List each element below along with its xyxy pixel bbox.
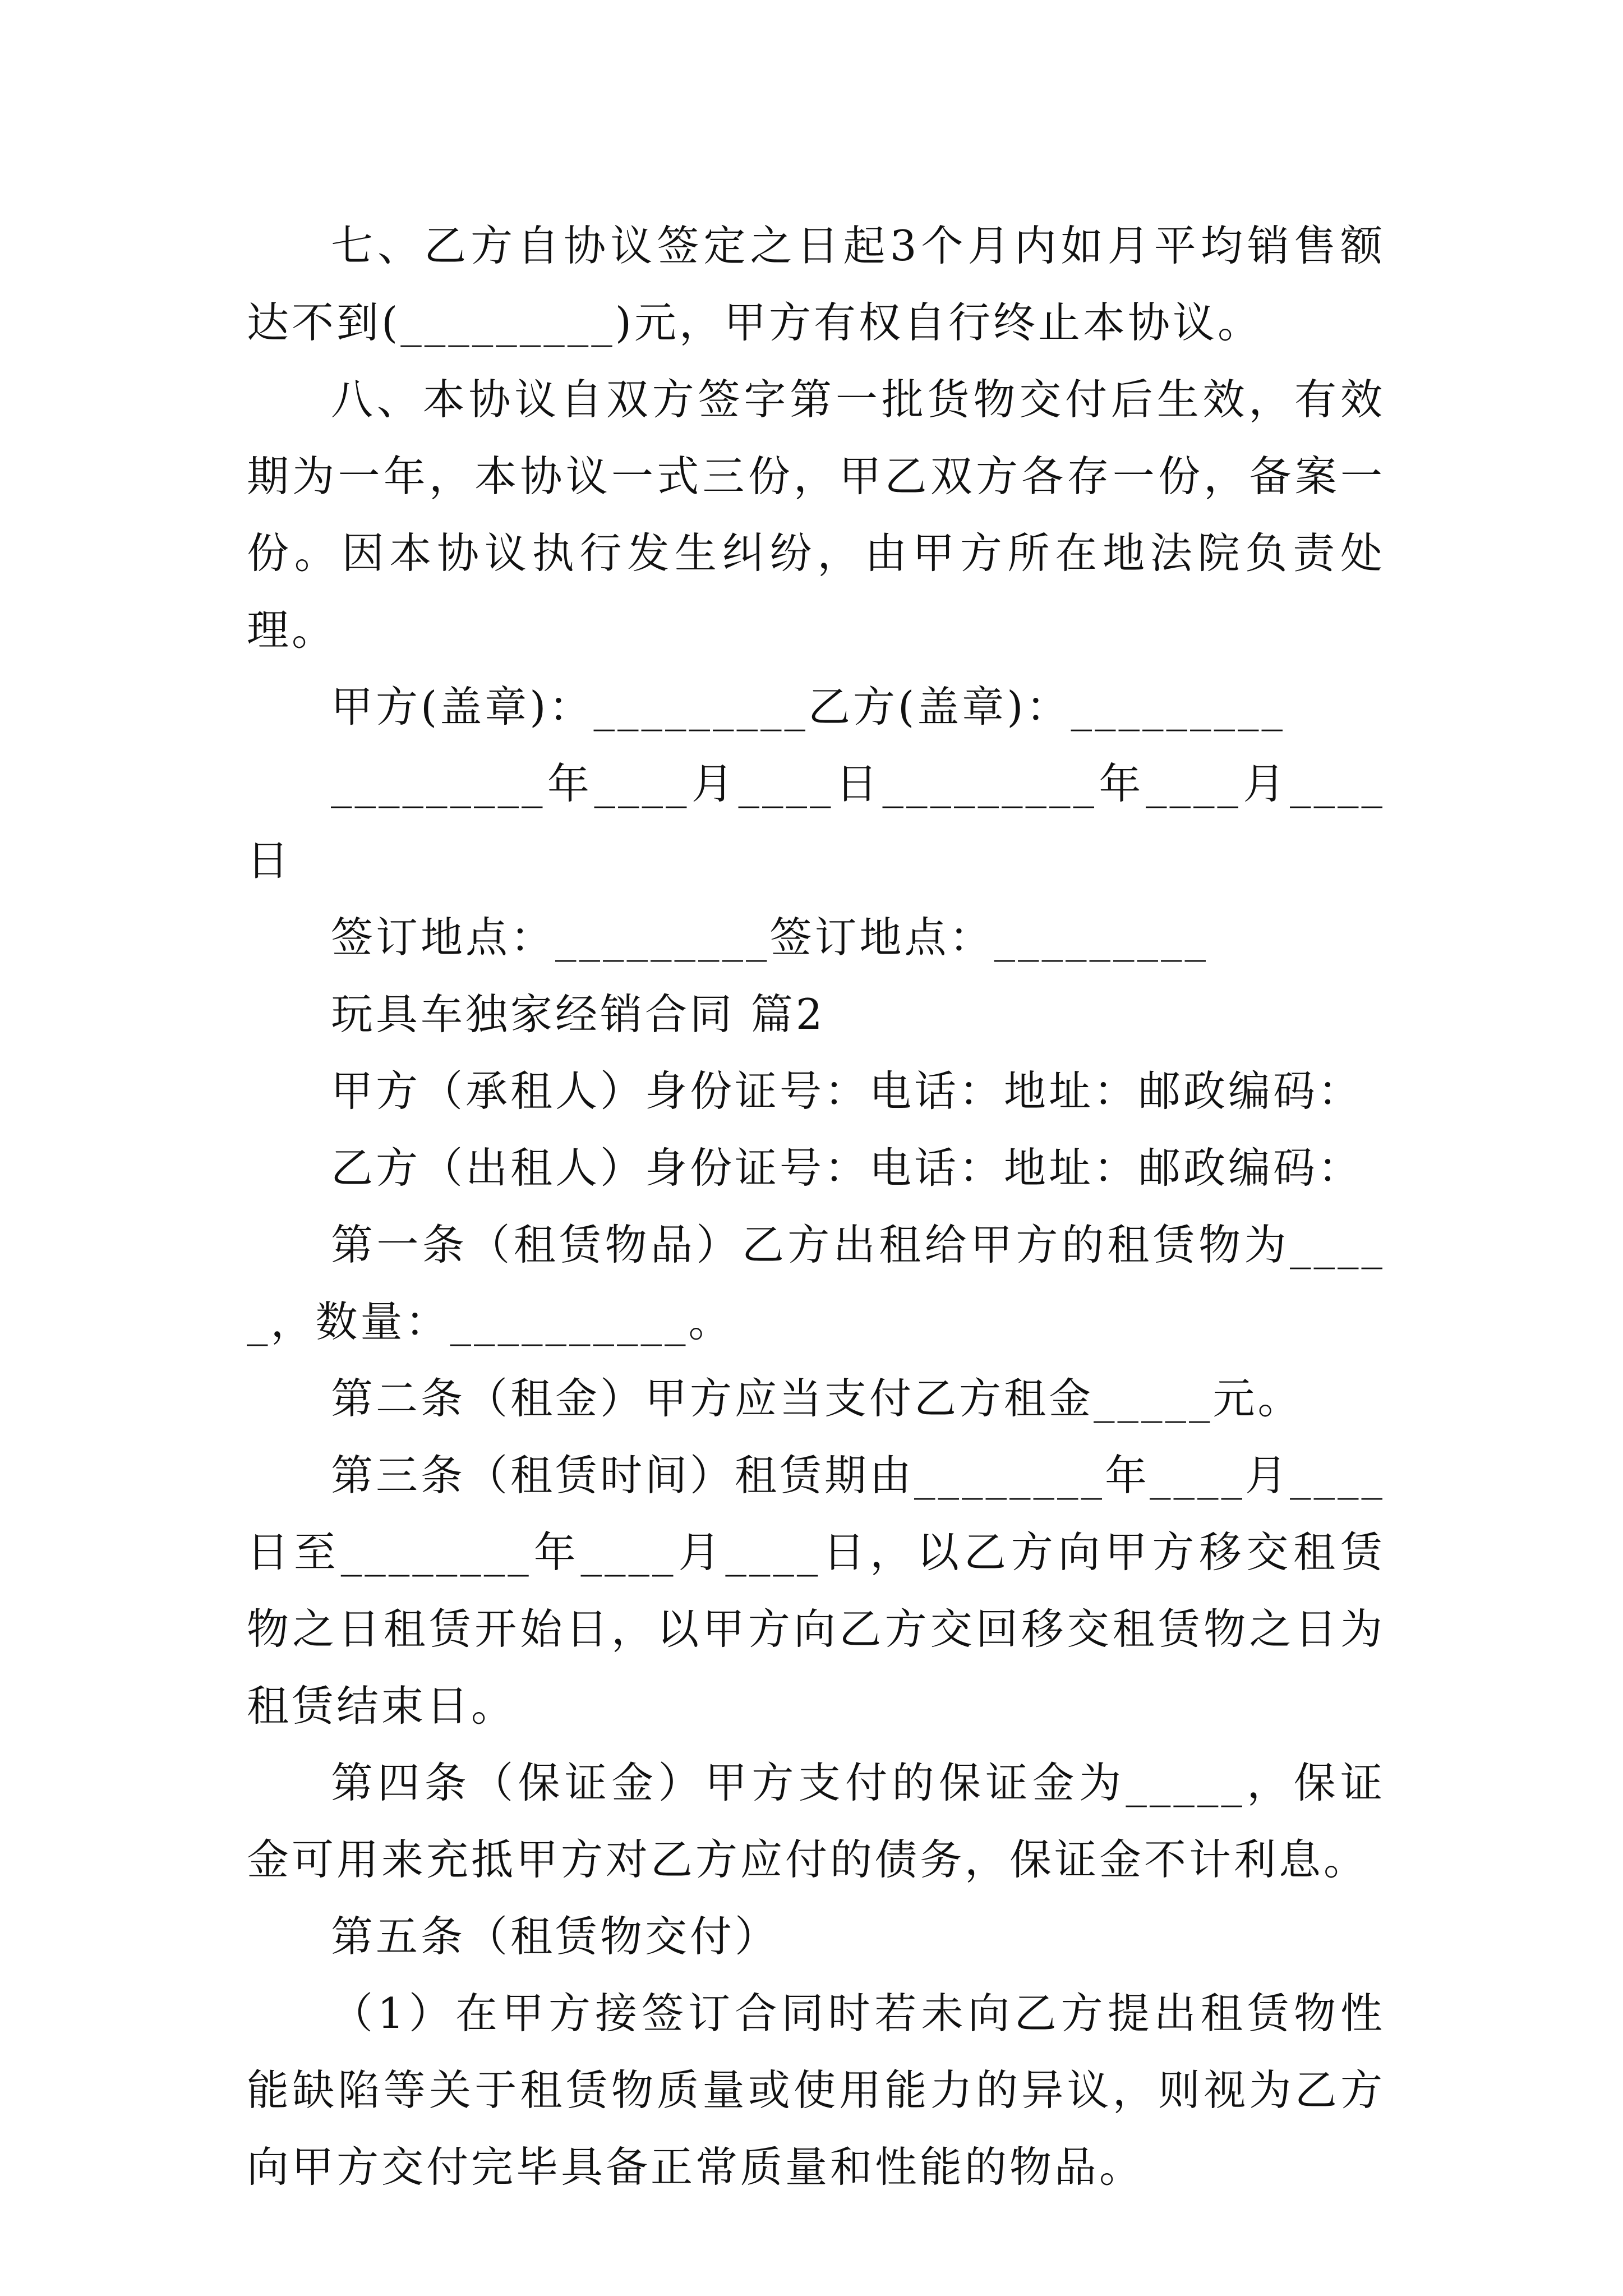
signature-parties-line: 甲方(盖章)：_________乙方(盖章)：_________ [331, 682, 1286, 731]
article-three: 第三条（租赁时间）租赁期由________年____月____日至________年____月____日，以乙方向甲方移交租赁物之日租赁开始日，以甲方向乙方交回移交租赁物之日为租赁结束日。 [247, 1451, 1386, 1731]
clause-seven: 七、乙方自协议签定之日起3个月内如月平均销售额达不到(_________)元，甲方有权自行终止本协议。 [247, 221, 1385, 347]
party-a-info: 甲方（承租人）身份证号：电话：地址：邮政编码： [331, 1066, 1363, 1116]
article-four: 第四条（保证金）甲方支付的保证金为_____，保证金可用来充抵甲方对乙方应付的债务，保证金不计利息。 [247, 1758, 1385, 1884]
clause-eight: 八、本协议自双方签字第一批货物交付后生效，有效期为一年，本协议一式三份，甲乙双方各存一份，备案一份。因本协议执行发生纠纷，由甲方所在地法院负责处理。 [247, 375, 1385, 655]
article-five-heading: 第五条（租赁物交付） [331, 1912, 780, 1961]
party-b-info: 乙方（出租人）身份证号：电话：地址：邮政编码： [331, 1143, 1363, 1193]
document-body [247, 208, 1385, 2206]
article-one: 第一条（租赁物品）乙方出租给甲方的租赁物为_____，数量：__________。 [247, 1220, 1385, 1346]
article-five-item-one: （1）在甲方接签订合同时若未向乙方提出租赁物性能缺陷等关于租赁物质量或使用能力的异议，则视为乙方向甲方交付完毕具备正常质量和性能的物品。 [247, 1989, 1385, 2192]
article-two: 第二条（租金）甲方应当支付乙方租金_____元。 [331, 1374, 1303, 1423]
section-title: 玩具车独家经销合同 篇2 [331, 990, 826, 1039]
signing-location-line: 签订地点：_________签订地点：_________ [331, 913, 1209, 962]
signature-date-line: _________年____月____日_________年____月____日 [247, 759, 1385, 885]
